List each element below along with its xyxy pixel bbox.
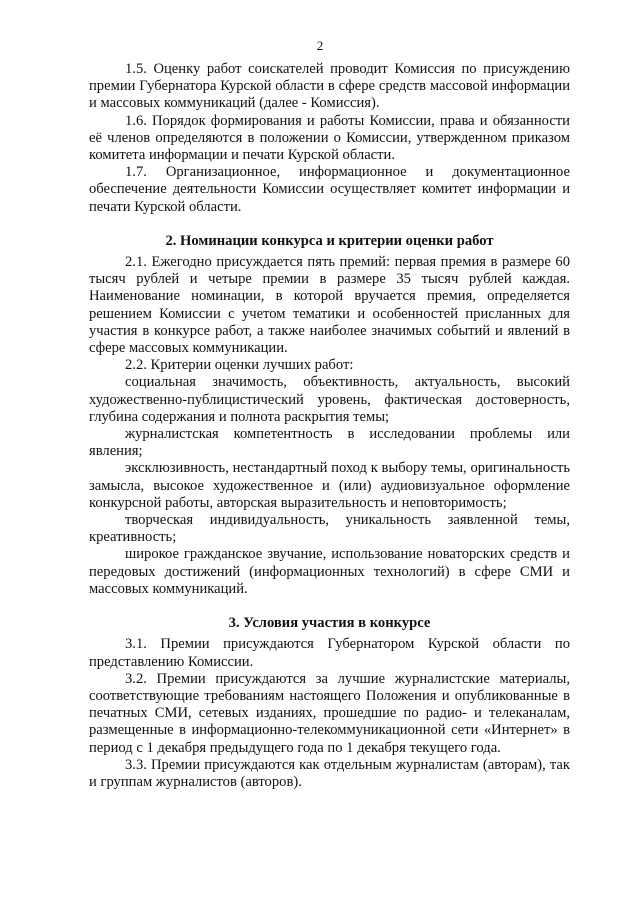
document-body — [89, 61, 570, 791]
paragraph-2-2: 2.2. Критерии оценки лучших работ: — [125, 357, 354, 374]
section-heading-3: 3. Условия участия в конкурсе — [228, 615, 431, 632]
page-number: 2 — [316, 38, 324, 53]
paragraph-3-2: 3.2. Премии присуждаются за лучшие журналистские материалы, соответствующие требованиям настоящего Положения и опубликованные в печатных СМИ, сетевых изданиях, прошедшие по радио- и телеканалам, размещенные в информационно-телекоммуникационной сети «Интернет» в период с 1 декабря предыдущего года по 1 декабря текущего года. — [89, 670, 570, 756]
paragraph-2-1: 2.1. Ежегодно присуждается пять премий: первая премия в размере 60 тысяч рублей и четыре премии в размере 35 тысяч рублей каждая. Наименование номинации, в которой вручается премия, определяется решением Комиссии с учетом тематики и особенностей присланных для участия в конкурсе работ, а также наиболее значимых событий и явлений в сфере массовых коммуникации. — [89, 254, 570, 357]
criteria-item-4: творческая индивидуальность, уникальность заявленной темы, креативность; — [89, 512, 570, 546]
criteria-item-5: широкое гражданское звучание, использование новаторских средств и передовых достижений (информационных технологий) в сфере СМИ и массовых коммуникаций. — [89, 546, 570, 597]
criteria-item-3: эксклюзивность, нестандартный поход к выбору темы, оригинальность замысла, высокое художественное и (или) аудиовизуальное оформление конкурсной работы, авторская выразительность и неповторимость; — [89, 460, 570, 511]
paragraph-1-6: 1.6. Порядок формирования и работы Комиссии, права и обязанности её членов определяются в положении о Комиссии, утвержденном приказом комитета информации и печати Курской области. — [89, 112, 570, 164]
section-gap — [89, 216, 570, 233]
section-heading-2: 2. Номинации конкурса и критерии оценки работ — [165, 232, 494, 249]
paragraph-1-7: 1.7. Организационное, информационное и документационное обеспечение деятельности Комиссии осуществляет комитет информации и печати Курской области. — [89, 164, 570, 215]
paragraph-1-5: 1.5. Оценку работ соискателей проводит Комиссия по присуждению премии Губернатора Курской области в сфере средств массовой информации и массовых коммуникаций (далее - Комиссия). — [89, 61, 570, 112]
section-gap — [89, 598, 570, 615]
paragraph-3-3: 3.3. Премии присуждаются как отдельным журналистам (авторам), так и группам журналистов (авторов). — [89, 756, 570, 790]
criteria-item-2: журналистская компетентность в исследовании проблемы или явления; — [89, 426, 570, 460]
paragraph-3-1: 3.1. Премии присуждаются Губернатором Курской области по представлению Комиссии. — [89, 636, 570, 670]
criteria-item-1: социальная значимость, объективность, актуальность, высокий художественно-публицистический уровень, фактическая достоверность, глубина содержания и полнота раскрытия темы; — [89, 374, 570, 425]
